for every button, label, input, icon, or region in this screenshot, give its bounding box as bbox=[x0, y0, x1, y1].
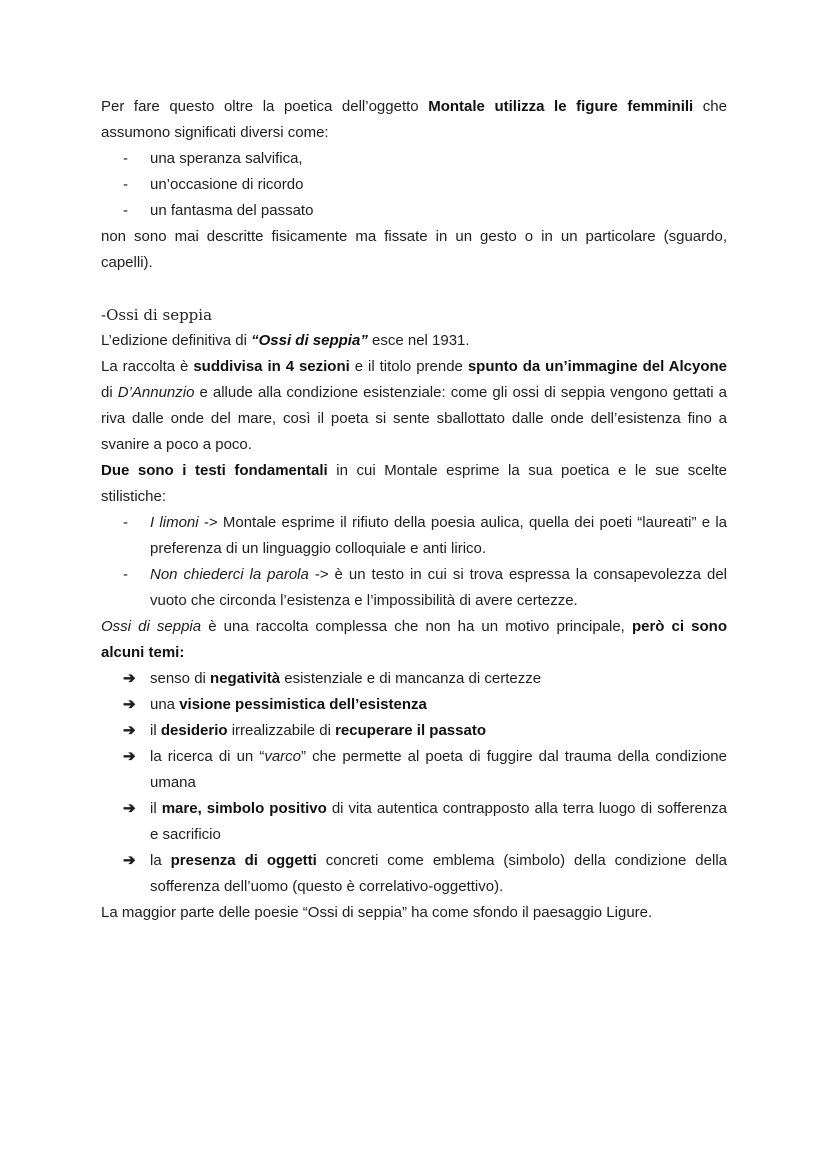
text-run: il bbox=[150, 722, 161, 739]
section-heading bbox=[101, 302, 727, 328]
dash-bullet-icon: - bbox=[123, 566, 128, 583]
text-run: di bbox=[101, 384, 118, 401]
arrow-bullet-icon: ➔ bbox=[123, 722, 136, 739]
arrow-bullet-icon: ➔ bbox=[123, 852, 136, 869]
text-run: -> è un testo in cui si trova espressa la consapevolezza del vuoto che circonda l’esistenza e l’impossibilità di avere certezze. bbox=[150, 566, 727, 609]
text-run: che assumono significati diversi come: bbox=[101, 98, 727, 141]
text-run: senso di bbox=[150, 670, 211, 687]
text-run: e allude alla condizione esistenziale: come gli ossi di seppia vengono gettati a riva dalle onde del mare, così il poeta si sente sballottato dalle onde dell’esistenza fino a svanire a poco a poco. bbox=[101, 384, 727, 453]
arrow-bullet-icon: ➔ bbox=[123, 800, 136, 817]
text-run: Per fare questo oltre la poetica dell’oggetto bbox=[101, 98, 429, 115]
bold-text: “Ossi di seppia” bbox=[251, 332, 368, 349]
text-run: esce nel 1931. bbox=[367, 332, 470, 349]
bold-text: presenza di oggetti bbox=[170, 852, 317, 869]
dash-list bbox=[101, 146, 727, 224]
text-run: La maggior parte delle poesie “Ossi di seppia” ha come sfondo il paesaggio Ligure. bbox=[101, 904, 653, 921]
text-run: esistenziale e di mancanza di certezze bbox=[280, 670, 542, 687]
list-item bbox=[101, 848, 727, 900]
text-run: non sono mai descritte fisicamente ma fissate in un gesto o in un particolare (sguardo, capelli). bbox=[101, 228, 727, 271]
text-run: un fantasma del passato bbox=[150, 202, 314, 219]
bold-text: negatività bbox=[210, 670, 281, 687]
italic-text: Ossi di seppia bbox=[101, 618, 202, 635]
list-item bbox=[101, 172, 727, 198]
italic-text: I limoni bbox=[150, 514, 199, 531]
text-run: una speranza salvifica, bbox=[150, 150, 303, 167]
italic-text: varco bbox=[264, 748, 302, 765]
text-run: di vita autentica contrapposto alla terra luogo di sofferenza e sacrificio bbox=[150, 800, 727, 843]
text-run: la bbox=[150, 852, 171, 869]
dash-bullet-icon: - bbox=[123, 514, 128, 531]
dash-bullet-icon: - bbox=[123, 176, 128, 193]
text-run: -> Montale esprime il rifiuto della poesia aulica, quella dei poeti “laureati” e la preferenza di un linguaggio colloquiale e anti lirico. bbox=[150, 514, 727, 557]
text-run: -Ossi di seppia bbox=[101, 306, 213, 324]
bold-text: recuperare il passato bbox=[335, 722, 486, 739]
paragraph bbox=[101, 224, 727, 276]
bold-text: spunto da un’immagine del Alcyone bbox=[467, 358, 727, 375]
arrow-bullet-icon: ➔ bbox=[123, 696, 136, 713]
dash-list bbox=[101, 510, 727, 614]
arrow-bullet-icon: ➔ bbox=[123, 748, 136, 765]
list-item bbox=[101, 692, 727, 718]
bold-text: però ci sono alcuni temi: bbox=[101, 618, 728, 661]
arrow-list bbox=[101, 666, 727, 900]
paragraph bbox=[101, 328, 727, 354]
bold-text: suddivisa in 4 sezioni bbox=[193, 358, 350, 375]
dash-bullet-icon: - bbox=[123, 202, 128, 219]
text-run: ” che permette al poeta di fuggire dal trauma della condizione umana bbox=[150, 748, 727, 791]
document-page bbox=[101, 94, 727, 926]
bold-text: mare, simbolo positivo bbox=[161, 800, 327, 817]
bold-text: desiderio bbox=[160, 722, 228, 739]
text-run: la ricerca di un “ bbox=[150, 748, 265, 765]
text-run: il bbox=[150, 800, 162, 817]
list-item bbox=[101, 744, 727, 796]
italic-text: D’Annunzio bbox=[117, 384, 195, 401]
dash-bullet-icon: - bbox=[123, 150, 128, 167]
paragraph bbox=[101, 458, 727, 510]
text-run: La raccolta è bbox=[101, 358, 194, 375]
list-item bbox=[101, 562, 727, 614]
list-item bbox=[101, 796, 727, 848]
list-item bbox=[101, 718, 727, 744]
list-item bbox=[101, 666, 727, 692]
text-run: una bbox=[150, 696, 180, 713]
paragraph bbox=[101, 94, 727, 146]
paragraph bbox=[101, 354, 727, 458]
arrow-bullet-icon: ➔ bbox=[123, 670, 136, 687]
bold-text: Montale utilizza le figure femminili bbox=[428, 98, 694, 115]
text-run: e il titolo prende bbox=[349, 358, 468, 375]
text-run: concreti come emblema (simbolo) della condizione della sofferenza dell’uomo (questo è correlativo-oggettivo). bbox=[150, 852, 728, 895]
list-item bbox=[101, 146, 727, 172]
paragraph bbox=[101, 900, 727, 926]
list-item bbox=[101, 198, 727, 224]
text-run: è una raccolta complessa che non ha un motivo principale, bbox=[201, 618, 632, 635]
text-run: irrealizzabile di bbox=[227, 722, 336, 739]
paragraph bbox=[101, 614, 727, 666]
italic-text: Non chiederci la parola bbox=[150, 566, 309, 583]
bold-text: visione pessimistica dell’esistenza bbox=[179, 696, 427, 713]
text-run: un’occasione di ricordo bbox=[150, 176, 304, 193]
list-item bbox=[101, 510, 727, 562]
text-run: in cui Montale esprime la sua poetica e le sue scelte stilistiche: bbox=[101, 462, 727, 505]
bold-text: Due sono i testi fondamentali bbox=[101, 462, 328, 479]
text-run: L’edizione definitiva di bbox=[101, 332, 252, 349]
